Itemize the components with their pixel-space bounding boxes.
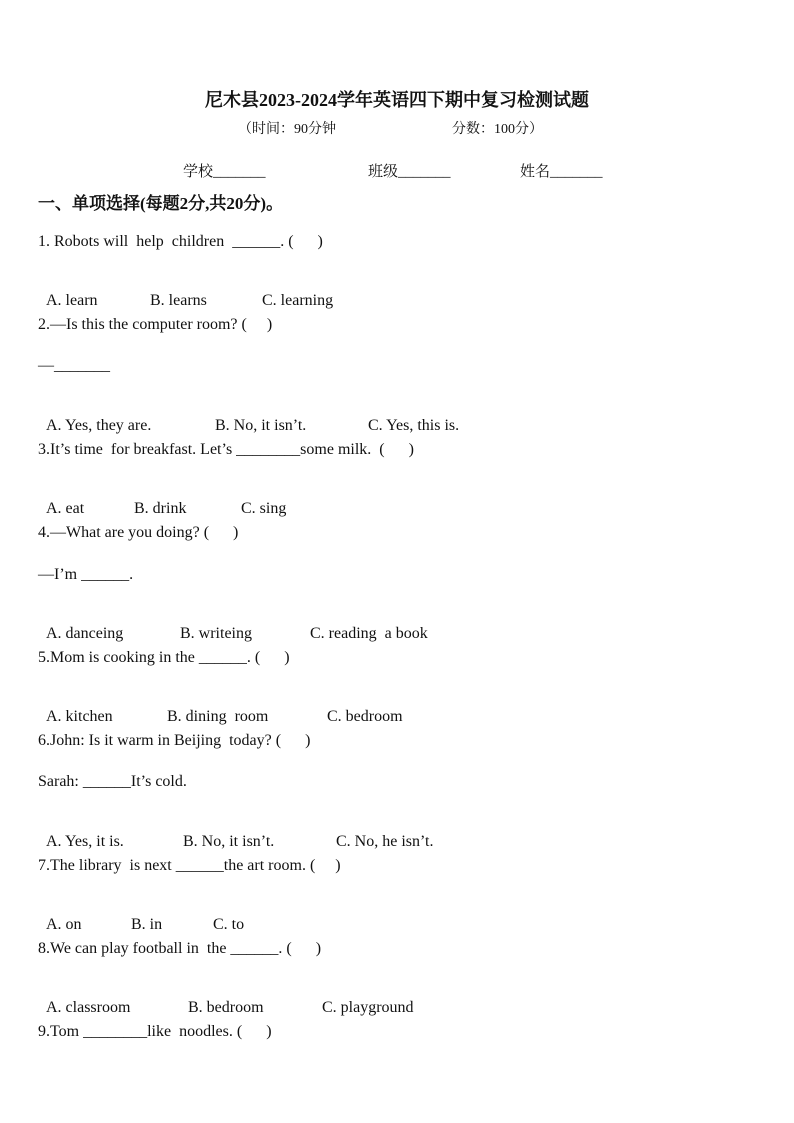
option-a: A. danceing bbox=[46, 625, 124, 642]
question-5: 5.Mom is cooking in the ______. ( ) bbox=[38, 649, 290, 666]
option-c: C. playground bbox=[322, 999, 414, 1016]
option-b: B. dining room bbox=[167, 708, 269, 725]
options-5 bbox=[38, 690, 403, 726]
options-6 bbox=[38, 815, 433, 851]
option-b: B. No, it isn’t. bbox=[215, 417, 307, 434]
question-4: 4.—What are you doing? ( ) bbox=[38, 524, 239, 541]
option-c: C. to bbox=[213, 916, 245, 933]
options-3 bbox=[38, 482, 286, 518]
options-1 bbox=[38, 274, 333, 310]
option-b: B. writeing bbox=[180, 625, 252, 642]
option-a: A. learn bbox=[46, 292, 98, 309]
option-c: C. Yes, this is. bbox=[368, 417, 460, 434]
exam-time: （时间：90分钟 bbox=[238, 122, 336, 137]
option-a: A. kitchen bbox=[46, 708, 113, 725]
exam-score: 分数：100分） bbox=[452, 122, 543, 137]
option-a: A. on bbox=[46, 916, 82, 933]
question-3: 3.It’s time for breakfast. Let’s ________some milk. ( ) bbox=[38, 441, 414, 458]
options-8 bbox=[38, 981, 414, 1017]
question-7: 7.The library is next ______the art room. ( ) bbox=[38, 857, 341, 874]
page-title: 尼木县2023-2024学年英语四下期中复习检测试题 bbox=[205, 90, 589, 110]
option-b: B. drink bbox=[134, 500, 187, 517]
question-9: 9.Tom ________like noodles. ( ) bbox=[38, 1023, 272, 1040]
question-8: 8.We can play football in the ______. ( ) bbox=[38, 940, 322, 957]
option-c: C. No, he isn’t. bbox=[336, 833, 434, 850]
options-7 bbox=[38, 898, 244, 934]
option-b: B. learns bbox=[150, 292, 207, 309]
name-field: 姓名_______ bbox=[520, 164, 603, 180]
option-a: A. eat bbox=[46, 500, 85, 517]
class-field: 班级_______ bbox=[368, 164, 451, 180]
option-b: B. bedroom bbox=[188, 999, 264, 1016]
question-2: 2.—Is this the computer room? ( ) bbox=[38, 316, 273, 333]
option-a: A. Yes, they are. bbox=[46, 417, 152, 434]
answer-line-2: —_______ bbox=[38, 357, 110, 374]
option-c: C. bedroom bbox=[327, 708, 403, 725]
option-c: C. reading a book bbox=[310, 625, 428, 642]
option-b: B. in bbox=[131, 916, 163, 933]
option-a: A. classroom bbox=[46, 999, 131, 1016]
school-field: 学校_______ bbox=[183, 164, 266, 180]
option-c: C. learning bbox=[262, 292, 334, 309]
option-a: A. Yes, it is. bbox=[46, 833, 124, 850]
option-c: C. sing bbox=[241, 500, 287, 517]
answer-line-4: —I’m ______. bbox=[38, 566, 134, 583]
question-6: 6.John: Is it warm in Beijing today? ( ) bbox=[38, 732, 311, 749]
options-2 bbox=[38, 399, 459, 435]
option-b: B. No, it isn’t. bbox=[183, 833, 275, 850]
options-4 bbox=[38, 607, 428, 643]
section-heading: 一、单项选择(每题2分,共20分)。 bbox=[38, 194, 284, 213]
question-1: 1. Robots will help children ______. ( ) bbox=[38, 233, 323, 250]
answer-line-6: Sarah: ______It’s cold. bbox=[38, 773, 187, 790]
